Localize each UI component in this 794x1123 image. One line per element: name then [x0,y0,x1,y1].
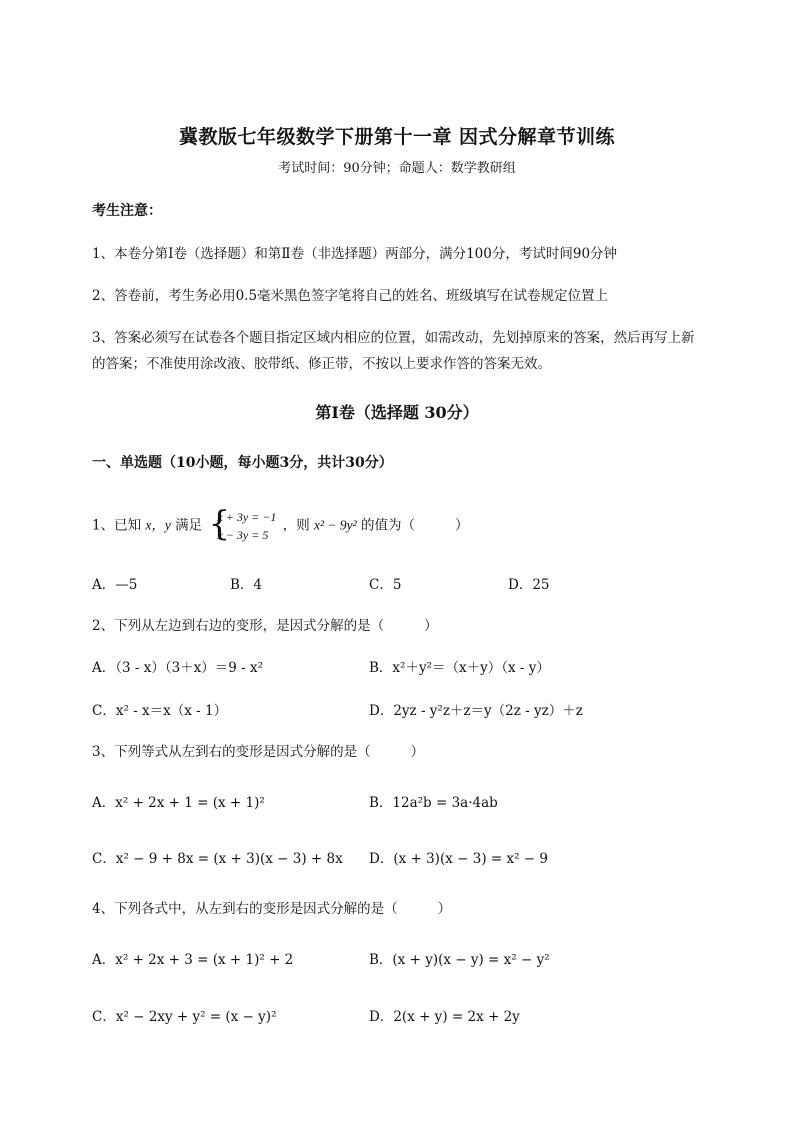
q3-option-c[interactable]: C．x² − 9 + 8x = (x + 3)(x − 3) + 8x [92,851,343,867]
q2-option-a[interactable]: A．（3 - x）（3＋x）＝9 - x² [92,660,264,676]
notice-item-3: 3、答案必须写在试卷各个题目指定区域内相应的位置，如需改动，先划掉原来的答案，然后再写上新 [92,330,695,346]
question-1 [92,504,469,544]
section-title: 第I卷（选择题 30分） [315,403,479,422]
brace-icon: { [208,504,231,544]
q1-option-b[interactable]: B．4 [230,577,263,593]
q4-close-paren: ） [437,901,452,917]
q2-option-b[interactable]: B．x²＋y²＝（x＋y）（x - y） [369,660,550,676]
q1-vars: x，y [145,517,171,533]
q2-stem: 2、下列从左边到右边的变形，是因式分解的是（ [92,618,385,634]
q1-option-d[interactable]: D．25 [508,577,550,593]
page-title: 冀教版七年级数学下册第十一章 因式分解章节训练 [178,126,616,148]
q3-option-a[interactable]: A．x² + 2x + 1 = (x + 1)² [92,795,265,811]
notice-item-2: 2、答卷前，考生务必用0.5毫米黑色签字笔将自己的姓名、班级填写在试卷规定位置上 [92,288,609,304]
q1-option-c[interactable]: C．5 [369,577,402,593]
q1-close-paren: ） [455,517,469,534]
system-row-2: x − 3y = 5 [217,528,269,542]
question-4 [92,897,451,917]
notice-heading: 考生注意： [92,203,162,219]
q3-stem: 3、下列等式从左到右的变形是因式分解的是（ [92,744,371,760]
q4-option-d[interactable]: D．2(x + y) = 2x + 2y [369,1009,520,1025]
q1-stem-after: ，则 [282,517,310,534]
q1-stem-mid: 满足 [175,517,203,534]
q2-option-d[interactable]: D．2yz - y²z＋z＝y（2z - yz）＋z [369,703,583,719]
question-3 [92,740,424,760]
q4-option-c[interactable]: C．x² − 2xy + y² = (x − y)² [92,1009,277,1025]
q4-stem: 4、下列各式中，从左到右的变形是因式分解的是（ [92,901,398,917]
q4-option-b[interactable]: B．(x + y)(x − y) = x² − y² [369,952,550,968]
q4-option-a[interactable]: A．x² + 2x + 3 = (x + 1)² + 2 [92,952,294,968]
notice-item-1: 1、本卷分第I卷（选择题）和第Ⅱ卷（非选择题）两部分，满分100分，考试时间90分钟 [92,246,618,262]
part-title: 一、单选题（10小题，每小题3分，共计30分） [92,455,393,471]
equation-system [208,504,277,544]
q1-stem-end: 的值为（ [361,517,416,534]
q1-expression: x² − 9y² [314,517,357,533]
notice-item-3-cont: 的答案；不准使用涂改液、胶带纸、修正带，不按以上要求作答的答案无效。 [92,356,551,372]
q1-option-a[interactable]: A．—5 [92,577,138,593]
exam-info: 考试时间：90分钟；命题人：数学教研组 [278,161,516,176]
question-2 [92,614,438,634]
q1-stem-before: 1、已知 [92,517,142,534]
q2-close-paren: ） [424,618,438,634]
q3-option-d[interactable]: D．(x + 3)(x − 3) = x² − 9 [369,851,548,867]
system-row-1: x + 3y = −1 [217,510,277,524]
q3-option-b[interactable]: B．12a²b = 3a·4ab [369,795,498,811]
q2-option-c[interactable]: C．x² - x＝x（x - 1） [92,703,228,719]
q3-close-paren: ） [410,744,425,760]
